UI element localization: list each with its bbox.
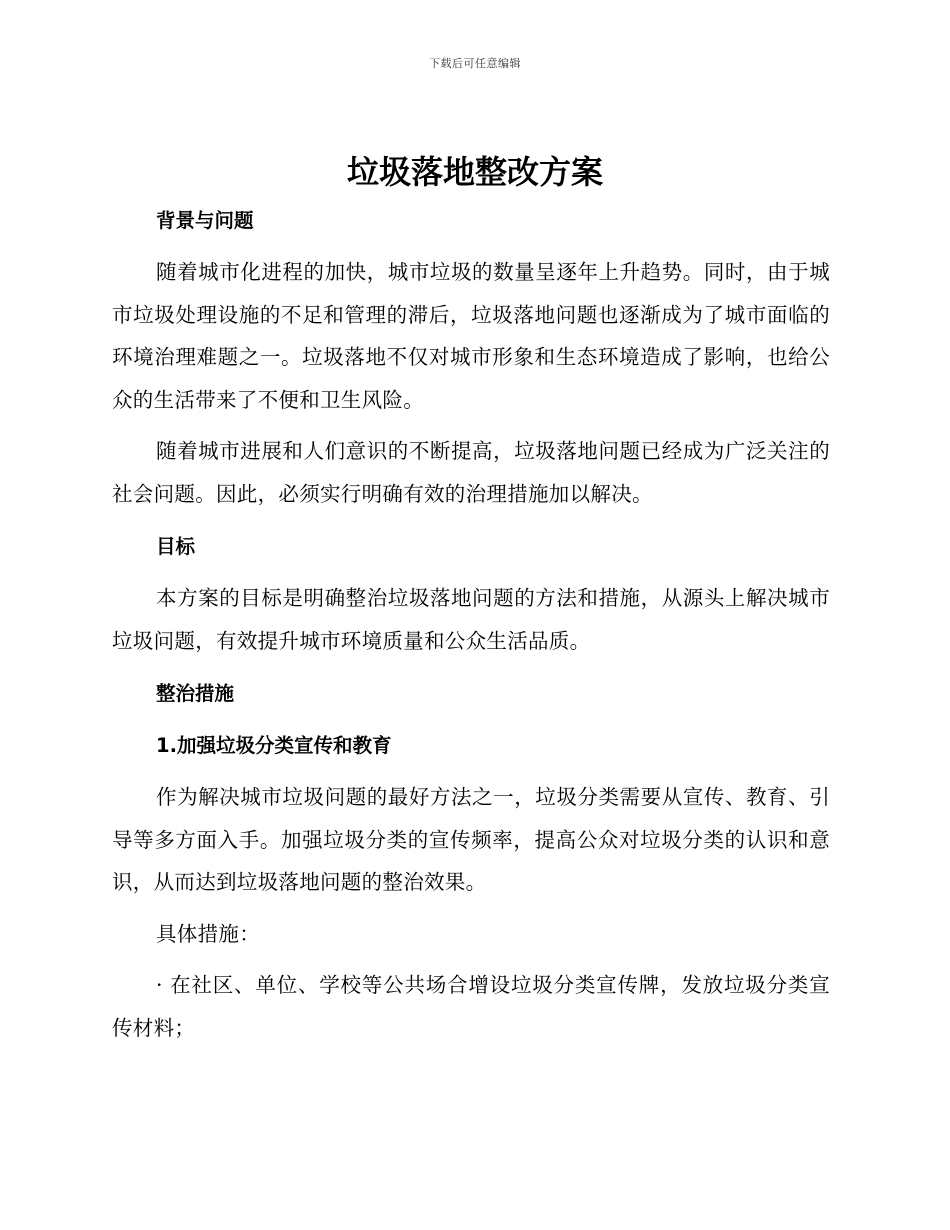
header-note: 下载后可任意编辑 xyxy=(429,57,521,70)
paragraph-measures-1: 作为解决城市垃圾问题的最好方法之一，垃圾分类需要从宣传、教育、引导等多方面入手。加强垃圾分类的宣传频率，提高公众对垃圾分类的认识和意识，从而达到垃圾落地问题的整治效果。 xyxy=(112,785,830,894)
subsection-heading-1: 1.加强垃圾分类宣传和教育 xyxy=(156,734,392,757)
paragraph-goal-1: 本方案的目标是明确整治垃圾落地问题的方法和措施，从源头上解决城市垃圾问题，有效提升城市环境质量和公众生活品质。 xyxy=(112,586,830,653)
document-body xyxy=(112,199,830,1049)
paragraph-background-2: 随着城市进展和人们意识的不断提高，垃圾落地问题已经成为广泛关注的社会问题。因此，必须实行明确有效的治理措施加以解决。 xyxy=(112,439,830,506)
bullet-item-1: · 在社区、单位、学校等公共场合增设垃圾分类宣传牌，发放垃圾分类宣传材料； xyxy=(112,973,830,1040)
specific-measures-label: 具体措施： xyxy=(156,921,260,946)
section-heading-measures: 整治措施 xyxy=(156,682,235,705)
document-title: 垃圾落地整改方案 xyxy=(346,153,603,191)
section-heading-background: 背景与问题 xyxy=(156,209,254,232)
paragraph-background-1: 随着城市化进程的加快，城市垃圾的数量呈逐年上升趋势。同时，由于城市垃圾处理设施的不足和管理的滞后，垃圾落地问题也逐渐成为了城市面临的环境治理难题之一。垃圾落地不仅对城市形象和生态环境造成了影响，也给公众的生活带来了不便和卫生风险。 xyxy=(112,260,830,412)
section-heading-goal: 目标 xyxy=(156,535,196,558)
